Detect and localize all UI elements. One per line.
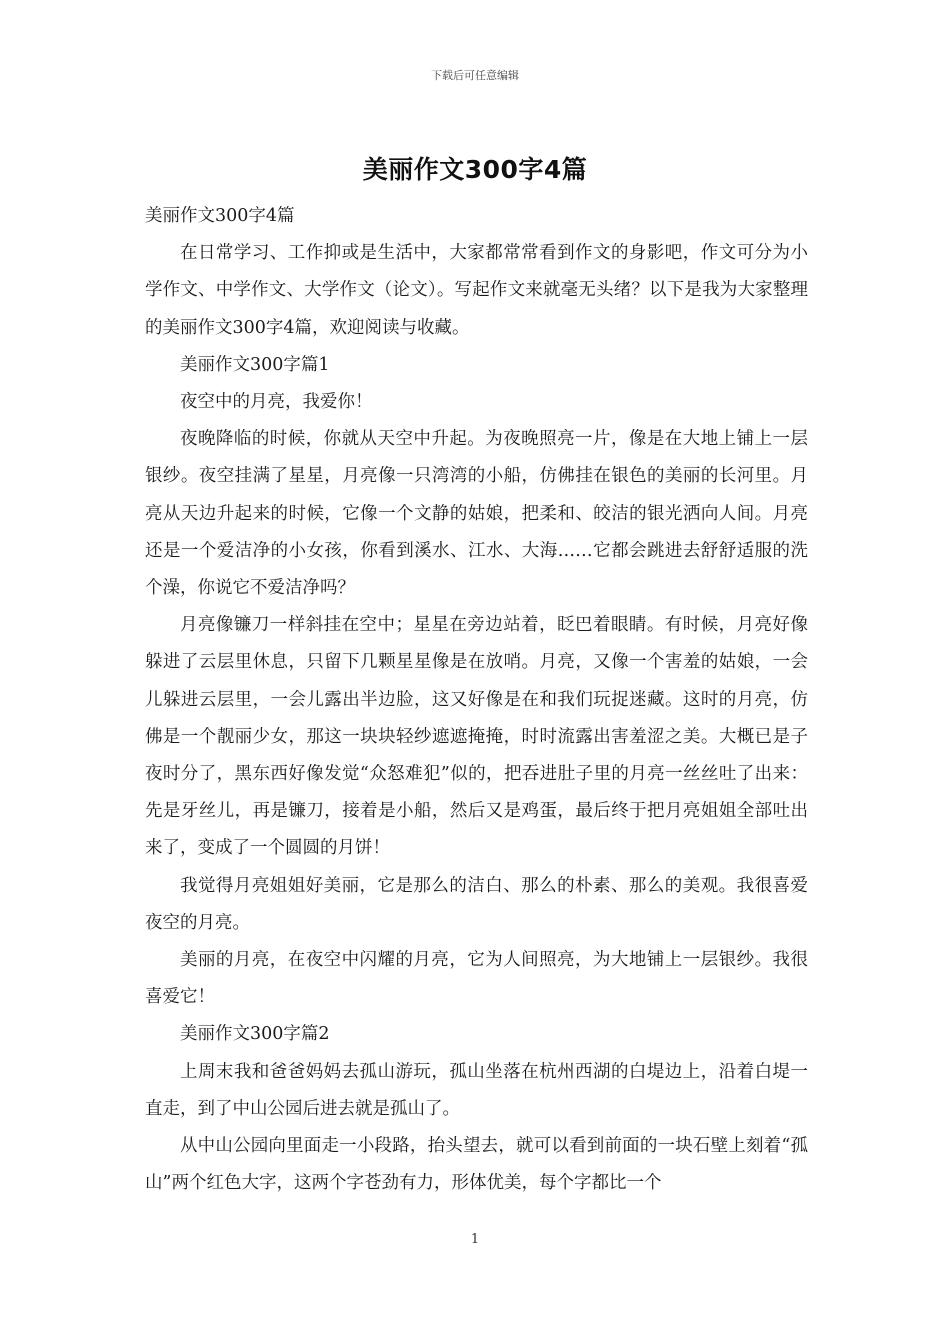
paragraph: 上周末我和爸爸妈妈去孤山游玩，孤山坐落在杭州西湖的白堤边上，沿着白堤一直走，到了中山公园后进去就是孤山了。: [145, 1061, 808, 1119]
document-title: 美丽作文300字4篇: [362, 155, 588, 184]
document-body: [145, 198, 808, 1202]
paragraph: 夜晚降临的时候，你就从天空中升起。为夜晚照亮一片，像是在大地上铺上一层银纱。夜空挂满了星星，月亮像一只湾湾的小船，仿佛挂在银色的美丽的长河里。月亮从天边升起来的时候，它像一个文静的姑娘，把柔和、皎洁的银光洒向人间。月亮还是一个爱洁净的小女孩，你看到溪水、江水、大海……它都会跳进去舒舒适服的洗个澡，你说它不爱洁净吗？: [145, 429, 808, 599]
subtitle-line: 美丽作文300字4篇: [145, 206, 295, 226]
paragraph: 我觉得月亮姐姐好美丽，它是那么的洁白、那么的朴素、那么的美观。我很喜爱夜空的月亮。: [145, 875, 808, 933]
paragraph: 月亮像镰刀一样斜挂在空中；星星在旁边站着，眨巴着眼睛。有时候，月亮好像躲进了云层里休息，只留下几颗星星像是在放哨。月亮，又像一个害羞的姑娘，一会儿躲进云层里，一会儿露出半边脸，这又好像是在和我们玩捉迷藏。这时的月亮，仿佛是一个靓丽少女，那这一块块轻纱遮遮掩掩，时时流露出害羞涩之美。大概已是子夜时分了，黑东西好像发觉“众怒难犯”似的，把吞进肚子里的月亮一丝丝吐了出来：先是牙丝儿，再是镰刀，接着是小船，然后又是鸡蛋，最后终于把月亮姐姐全部吐出来了，变成了一个圆圆的月饼！: [145, 615, 808, 859]
page-number: 1: [470, 1232, 480, 1247]
intro-paragraph: 在日常学习、工作抑或是生活中，大家都常常看到作文的身影吧，作文可分为小学作文、中学作文、大学作文（论文）。写起作文来就毫无头绪？以下是我为大家整理的美丽作文300字4篇，欢迎阅读与收藏。: [145, 243, 808, 338]
section-heading: 美丽作文300字篇2: [180, 1024, 330, 1045]
header-note: 下载后可任意编辑: [431, 69, 519, 82]
paragraph: 夜空中的月亮，我爱你！: [180, 392, 373, 413]
paragraph: 美丽的月亮，在夜空中闪耀的月亮，它为人间照亮，为大地铺上一层银纱。我很喜爱它！: [145, 950, 808, 1008]
paragraph: 从中山公园向里面走一小段路，抬头望去，就可以看到前面的一块石壁上刻着“孤山”两个红色大字，这两个字苍劲有力，形体优美，每个字都比一个: [145, 1136, 808, 1194]
section-heading: 美丽作文300字篇1: [180, 354, 330, 375]
